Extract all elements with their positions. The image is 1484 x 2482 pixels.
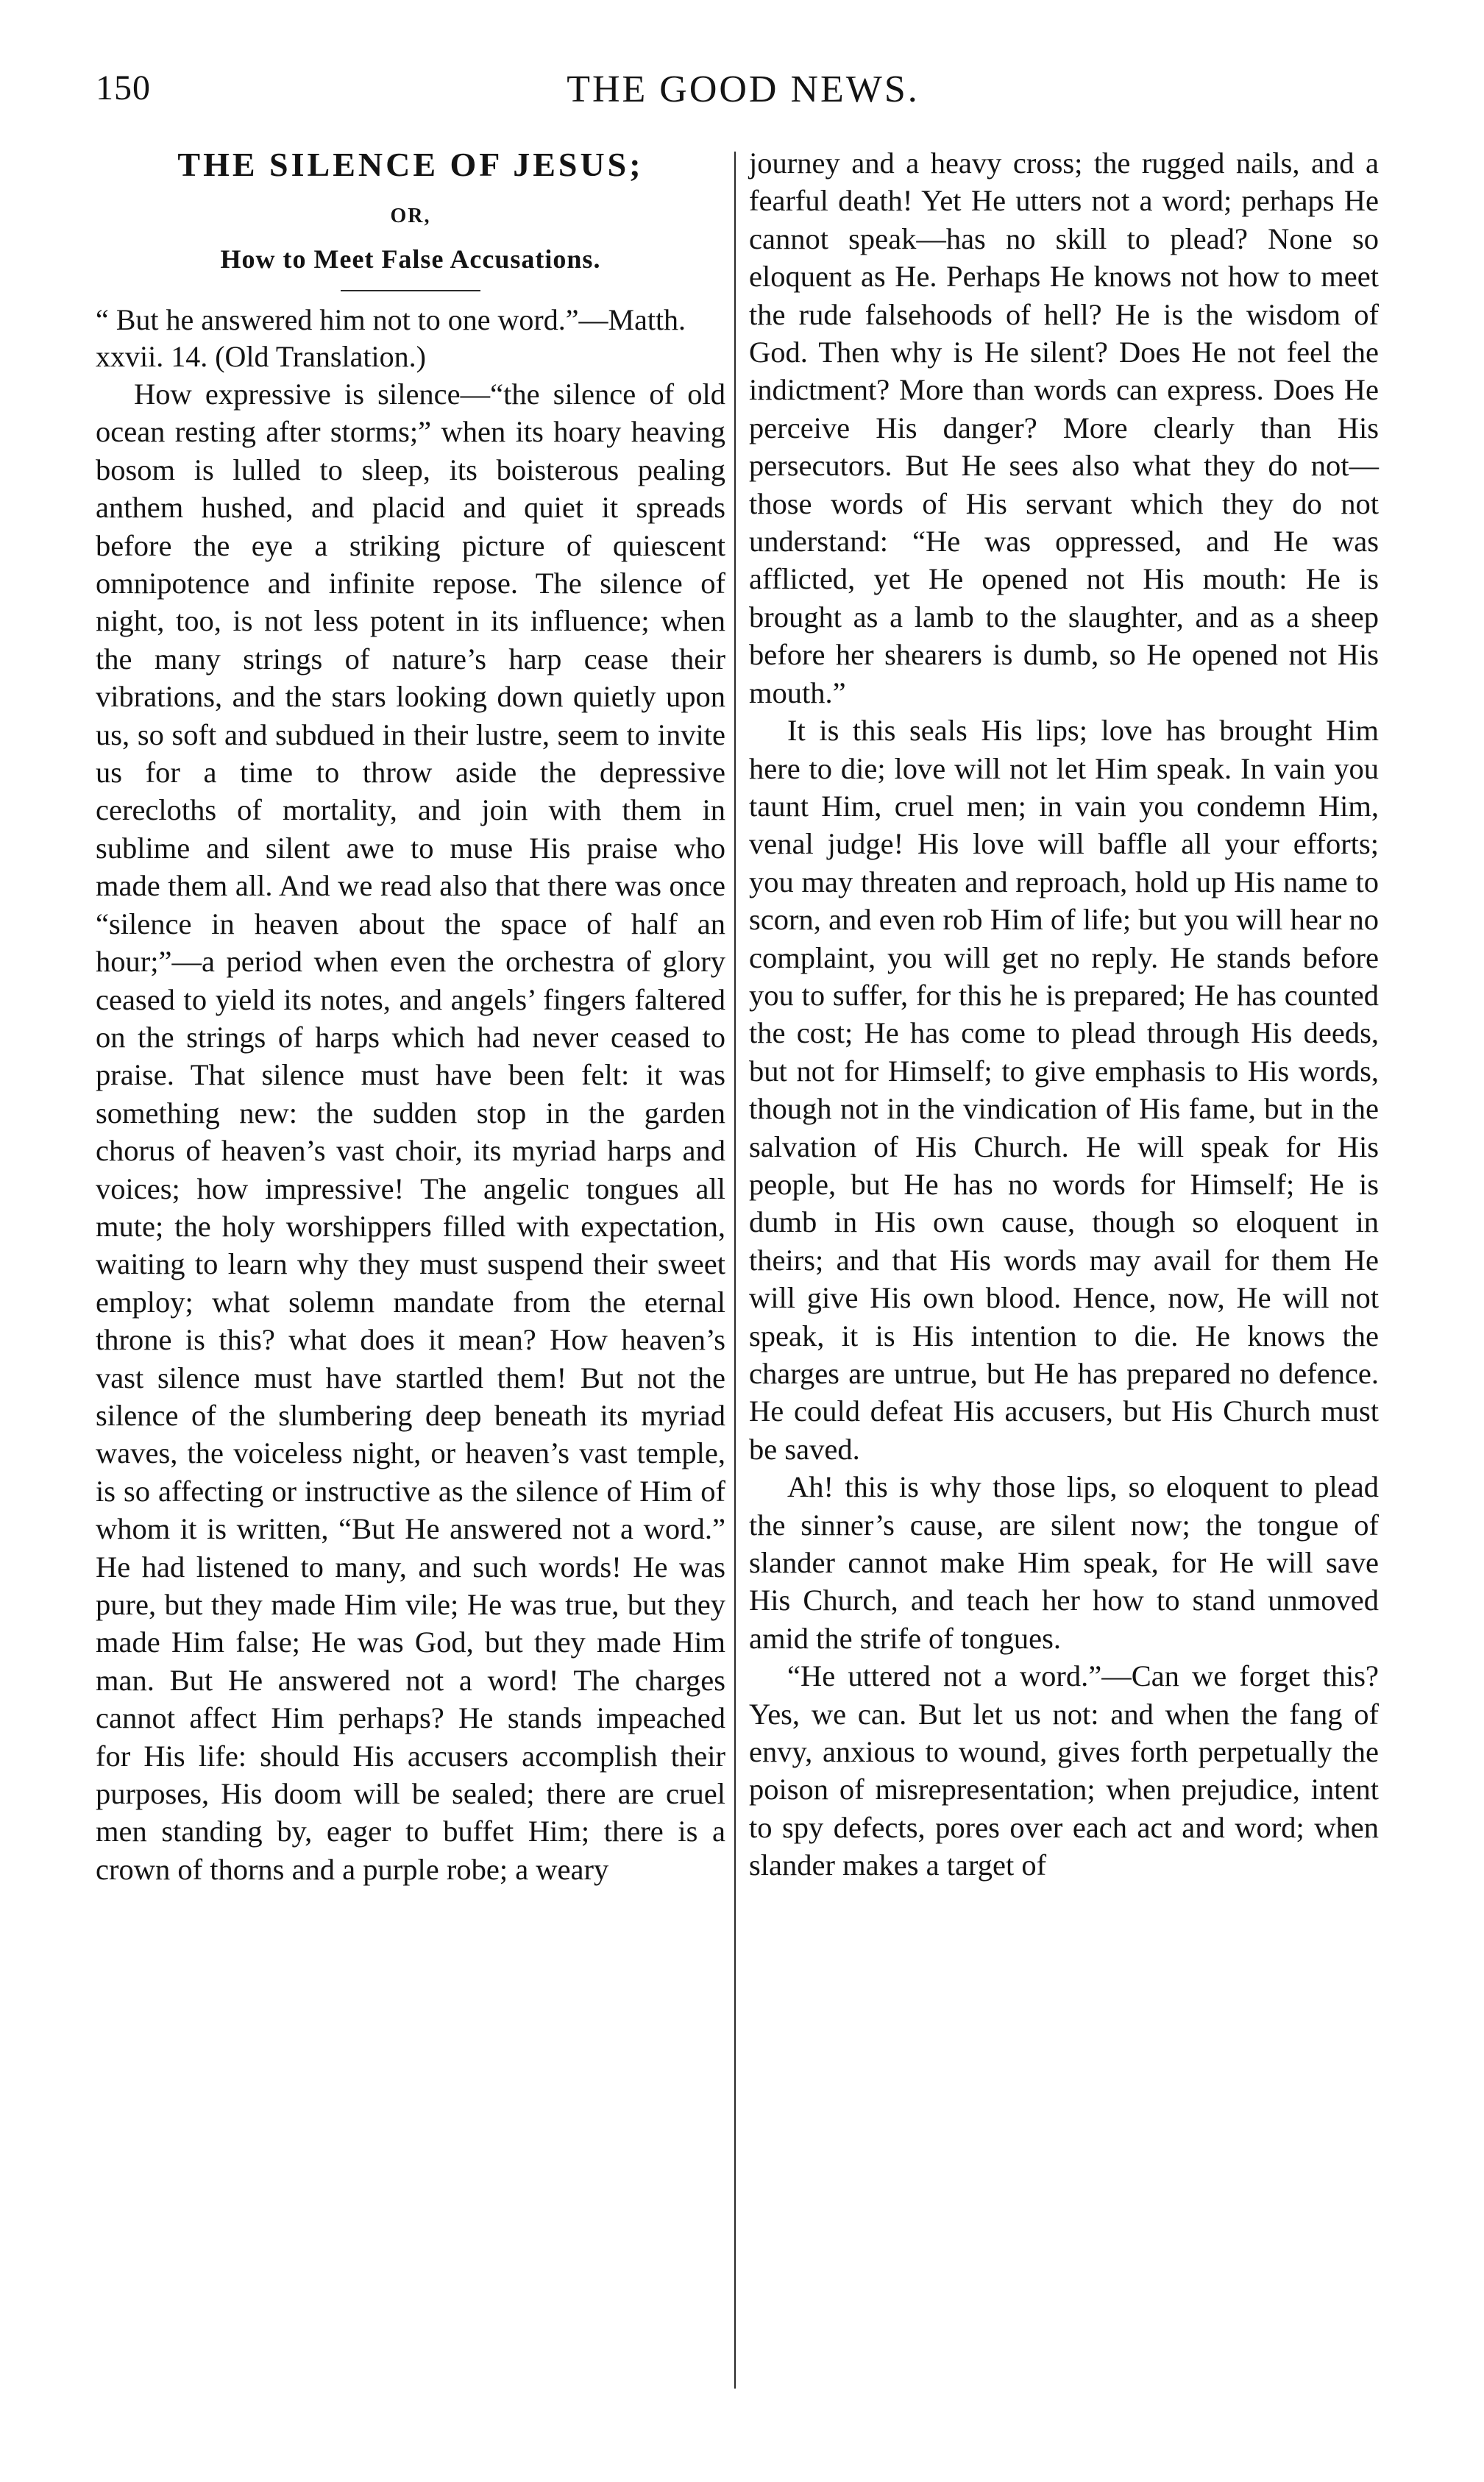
paragraph-3: Ah! this is why those lips, so eloquent to plead the sinner’s cause, are silent now; the tongue of slander cannot make Him speak, for He will save His Church, and teach her how to stand unmoved amid the strife of tongues. [749,1470,1379,1655]
running-head [96,68,1391,127]
paragraph-1: How expressive is silence—“the silence of old ocean resting after storms;” when its hoary heaving bosom is lulled to sleep, its boisterous pealing anthem hushed, and placid and quiet it spreads before the eye a striking picture of quiescent omnipotence and infinite repose. The silence of night, too, is not less potent in its influence; when the many strings of nature’s harp cease their vibrations, and the stars looking down quietly upon us, so soft and subdued in their lustre, seem to invite us for a time to throw aside the depressive cerecloths of mortality, and join with them in sublime and silent awe to muse His praise who made them all. And we read also that there was once “silence in heaven about the space of half an hour;”—a period when even the orchestra of glory ceased to yield its notes, and angels’ fingers faltered on the strings of harps which had never ceased to praise. That silence must have been felt: it was something new: the sudden stop in the garden chorus of heaven’s vast choir, its myriad harps and voices; how impressive! The angelic tongues all mute; the holy worshippers filled with expectation, waiting to learn why they must suspend their sweet employ; what solemn mandate from the eternal throne is this? what does it mean? How heaven’s vast silence must have startled them! But not the silence of the slumbering deep beneath its myriad waves, the voiceless night, or heaven’s vast temple, is so affecting or instructive as the silence of Him of whom it is written, “But He answered not a word.” He had listened to many, and such words! He was pure, but they made Him vile; He was true, but they made Him false; He was God, but they made Him man. But He answered not a word! The charges cannot affect Him perhaps? He stands impeached for His life: should His accusers accomplish their purposes, His doom will be sealed; there are cruel men standing by, eager to buffet Him; there is a crown of thorns and a purple robe; a weary [96,377,725,1886]
article-title: THE SILENCE OF JESUS; [177,146,644,183]
page-number: 150 [96,68,151,107]
article-or: OR, [390,205,431,227]
title-divider [341,290,480,291]
paragraph-2: It is this seals His lips; love has brought Him here to die; love will not let Him speak. In vain you taunt Him, cruel men; in vain you condemn Him, venal judge! His love will baffle all your efforts; you may threaten and reproach, hold up His name to scorn, and even rob Him of life; but you will hear no complaint, you will get no reply. He stands before you to suffer, for this he is prepared; He has counted the cost; He has come to plead through His deeds, but not for Himself; to give emphasis to His words, though not in the vindication of His fame, but in the salvation of His Church. He will speak for His people, but He has no words for Himself; He is dumb in His own cause, though so eloquent in theirs; and that His words may avail for them He will give His own blood. Hence, now, He will not speak, it is His intention to die. He knows the charges are untrue, but He has prepared no defence. He could defeat His accusers, but His Church must be saved. [749,714,1379,1466]
journal-title: THE GOOD NEWS. [567,68,920,110]
column-divider [734,152,736,2389]
epigraph: “ But he answered him not to one word.”—Matth. xxvii. 14. (Old Translation.) [96,303,686,373]
right-column [749,144,1379,1884]
paragraph-1-continued: journey and a heavy cross; the rugged nails, and a fearful death! Yet He utters not a word; perhaps He cannot speak—has no skill to plead? None so eloquent as He. Perhaps He knows not how to meet the rude falsehoods of hell? He is the wisdom of God. Then why is He silent? Does He not feel the indictment? More than words can express. Does He perceive His danger? More clearly than His persecutors. But He sees also what they do not—those words of His servant which they do not understand: “He was oppressed, and He was afflicted, yet He opened not His mouth: He is brought as a lamb to the slaughter, and as a sheep before her shearers is dumb, so He opened not His mouth.” [749,146,1379,709]
left-column [96,144,725,1888]
article-subtitle: How to Meet False Accusations. [220,244,601,274]
paragraph-4: “He uttered not a word.”—Can we forget this? Yes, we can. But let us not: and when the fang of envy, anxious to wound, gives forth perpetually the poison of misrepresentation; when prejudice, intent to spy defects, pores over each act and word; when slander makes a target of [749,1659,1379,1882]
